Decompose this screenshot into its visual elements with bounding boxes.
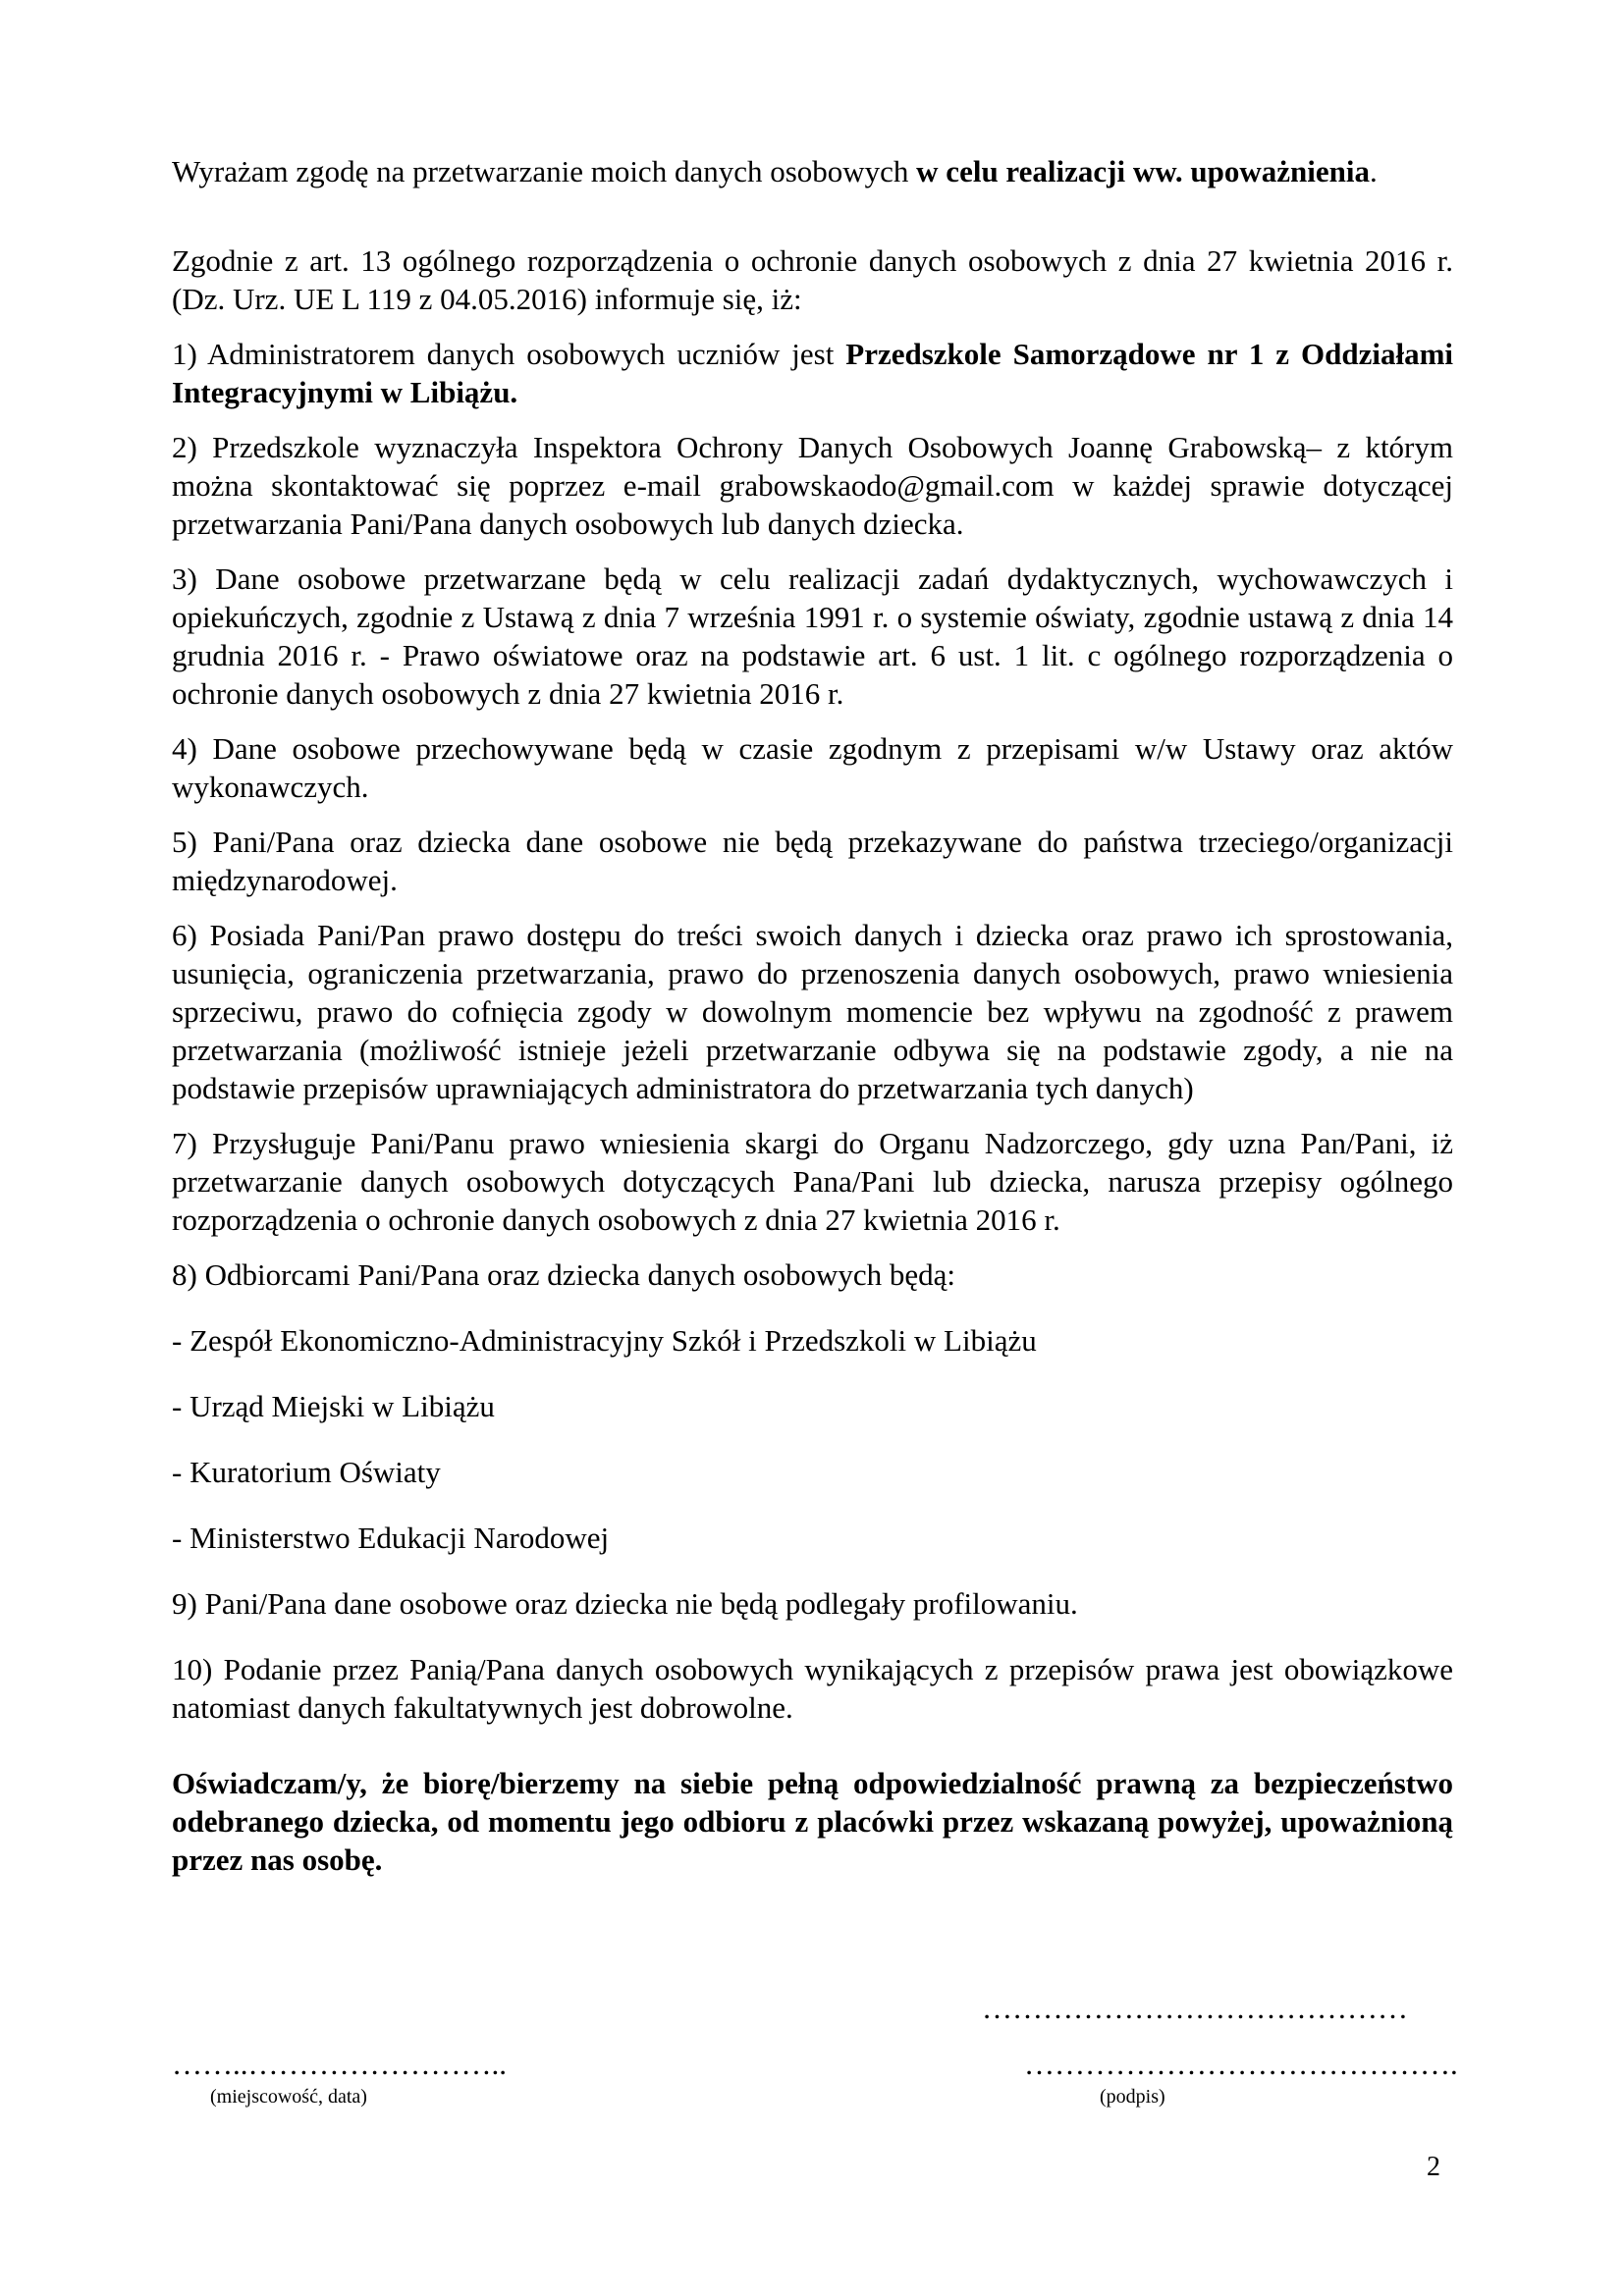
page-number: 2 bbox=[1427, 2152, 1440, 2182]
point-4: 4) Dane osobowe przechowywane będą w czasie zgodnym z przepisami w/w Ustawy oraz aktów wykonawczych. bbox=[172, 731, 1453, 804]
recipient-item: - Kuratorium Oświaty bbox=[172, 1455, 441, 1489]
recipient-item: - Ministerstwo Edukacji Narodowej bbox=[172, 1521, 610, 1555]
rodo-intro: Zgodnie z art. 13 ogólnego rozporządzenia o ochronie danych osobowych z dnia 27 kwietnia 2016 r. (Dz. Urz. UE L 119 z 04.05.2016) informuje się, iż: bbox=[172, 243, 1453, 316]
point-10: 10) Podanie przez Panią/Pana danych osobowych wynikających z przepisów prawa jest obowiązkowe natomiast danych fakultatywnych jest dobrowolne. bbox=[172, 1652, 1453, 1725]
consent-paragraph: Wyrażam zgodę na przetwarzanie moich danych osobowych w celu realizacji ww. upoważnienia. bbox=[172, 154, 1378, 188]
place-date-label: (miejscowość, data) bbox=[210, 2086, 367, 2108]
point-3: 3) Dane osobowe przetwarzane będą w celu realizacji zadań dydaktycznych, wychowawczych i opiekuńczych, zgodnie z Ustawą z dnia 7 września 1991 r. o systemie oświaty, zgodnie ustawą z dnia 14 grudnia 2016 r. - Prawo oświatowe oraz na podstawie art. 6 ust. 1 lit. c ogólnego rozporządzenia o ochronie danych osobowych z dnia 27 kwietnia 2016 r. bbox=[172, 561, 1453, 711]
recipient-item: - Urząd Miejski w Libiążu bbox=[172, 1389, 495, 1423]
point-7: 7) Przysługuje Pani/Panu prawo wniesienia skargi do Organu Nadzorczego, gdy uzna Pan/Pani, iż przetwarzanie danych osobowych dotyczących Pana/Pani lub dziecka, narusza przepisy ogólnego rozporządzenia o ochronie danych osobowych z dnia 27 kwietnia 2016 r. bbox=[172, 1126, 1453, 1237]
liability-declaration: Oświadczam/y, że biorę/bierzemy na siebie pełną odpowiedzialność prawną za bezpieczeństwo odebranego dziecka, od momentu jego odbioru z placówki przez wskazaną powyżej, upoważnioną przez nas osobę. bbox=[172, 1766, 1453, 1877]
point-8: 8) Odbiorcami Pani/Pana oraz dziecka danych osobowych będą: bbox=[172, 1257, 955, 1292]
point-9: 9) Pani/Pana dane osobowe oraz dziecka nie będą podlegały profilowaniu. bbox=[172, 1586, 1078, 1621]
place-date-line: ……..…………………….. bbox=[172, 2047, 507, 2081]
signature-label: (podpis) bbox=[1100, 2086, 1165, 2108]
signature-line: ……………………………………. bbox=[1024, 2047, 1458, 2081]
point-6: 6) Posiada Pani/Pan prawo dostępu do treści swoich danych i dziecka oraz prawo ich sprostowania, usunięcia, ograniczenia przetwarzania, prawo do przenoszenia danych osobowych, prawo wniesienia sprzeciwu, prawo do cofnięcia zgody w dowolnym momencie bez wpływu na zgodność z prawem przetwarzania (możliwość istnieje jeżeli przetwarzanie odbywa się na podstawie zgody, a nie na podstawie przepisów uprawniających administratora do przetwarzania tych danych) bbox=[172, 918, 1453, 1105]
point-5: 5) Pani/Pana oraz dziecka dane osobowe nie będą przekazywane do państwa trzeciego/organizacji międzynarodowej. bbox=[172, 825, 1453, 897]
recipient-item: - Zespół Ekonomiczno-Administracyjny Szkół i Przedszkoli w Libiążu bbox=[172, 1323, 1037, 1358]
document-body bbox=[172, 152, 1453, 1743]
signature-upper-line: …………………………………… bbox=[982, 1991, 1408, 2025]
point-2: 2) Przedszkole wyznaczyła Inspektora Ochrony Danych Osobowych Joannę Grabowską– z którym można skontaktować się poprzez e-mail grabowskaodo@gmail.com w każdej sprawie dotyczącej przetwarzania Pani/Pana danych osobowych lub danych dziecka. bbox=[172, 430, 1453, 541]
point-1: 1) Administratorem danych osobowych uczniów jest Przedszkole Samorządowe nr 1 z Oddziałami Integracyjnymi w Libiążu. bbox=[172, 337, 1454, 409]
